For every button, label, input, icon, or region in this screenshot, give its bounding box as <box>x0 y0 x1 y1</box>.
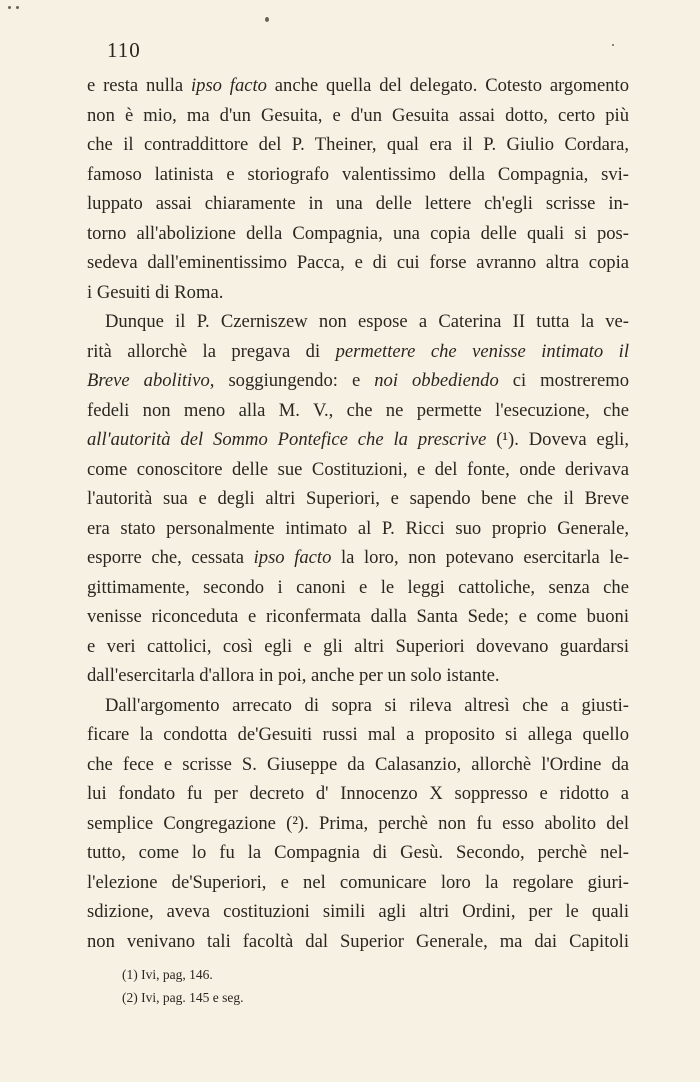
text-line <box>87 927 629 957</box>
text-line <box>87 838 629 868</box>
text-line <box>87 337 629 367</box>
print-speck <box>8 6 11 9</box>
text-line <box>87 868 629 898</box>
text-segment: non venivano tali facoltà dal Superior Generale, ma dai Capitoli <box>87 930 629 952</box>
text-line <box>87 484 629 514</box>
text-segment: anche quella del delegato. Cotesto argomento <box>266 75 629 96</box>
text-segment: luppato assai chiaramente in una delle lettere ch'egli scrisse in- <box>87 193 629 214</box>
text-line <box>87 425 629 455</box>
text-line <box>87 661 629 691</box>
text-segment: venisse riconceduta e riconfermata dalla Santa Sede; e come buoni <box>87 606 629 627</box>
text-segment: come conoscitore delle sue Costituzioni, e del fonte, onde derivava <box>87 458 629 480</box>
text-segment: che il contraddittore del P. Theiner, qual era il P. Giulio Cordara, <box>87 134 629 155</box>
text-line <box>87 573 629 603</box>
text-line <box>87 248 629 278</box>
italic-text: ipso facto <box>253 547 332 568</box>
text-segment: torno all'abolizione della Compagnia, una copia delle quali si pos- <box>87 222 629 244</box>
text-line <box>87 514 629 544</box>
text-segment: fedeli non meno alla M. V., che ne permette l'esecuzione, che <box>87 399 629 421</box>
italic-text: all'autorità del Sommo Pontefice che la prescrive <box>87 429 487 450</box>
text-segment: non è mio, ma d'un Gesuita, e d'un Gesuita assai dotto, certo più <box>87 104 629 126</box>
text-line <box>87 779 629 809</box>
text-line <box>87 160 629 190</box>
footnotes <box>122 963 522 1009</box>
text-segment: (¹). Doveva egli, <box>486 429 629 450</box>
italic-text: permettere che venisse intimato il <box>335 340 629 362</box>
text-line <box>87 278 629 308</box>
text-segment: gittimamente, secondo i canoni e le leggi cattoliche, senza che <box>87 576 629 598</box>
print-speck <box>612 44 614 46</box>
text-line <box>87 189 629 219</box>
text-segment: rità allorchè la pregava di <box>87 340 336 362</box>
text-segment: era stato personalmente intimato al P. Ricci suo proprio Generale, <box>87 517 629 539</box>
text-segment: sedeva dall'eminentissimo Pacca, e di cui forse avranno altra copia <box>87 252 629 273</box>
text-line <box>87 632 629 662</box>
text-line <box>87 602 629 632</box>
text-segment: Dall'argomento arrecato di sopra si rileva altresì che a giusti- <box>105 694 629 716</box>
text-segment: i Gesuiti di Roma. <box>87 281 224 303</box>
print-speck <box>265 17 269 22</box>
text-segment: esporre che, cessata <box>87 547 254 568</box>
text-line <box>87 809 629 839</box>
text-segment: lui fondato fu per decreto d' Innocenzo X soppresso e ridotto a <box>87 783 629 804</box>
text-line <box>87 71 629 101</box>
text-line <box>87 750 629 780</box>
text-line <box>87 396 629 426</box>
text-segment: che fece e scrisse S. Giuseppe da Calasanzio, allorchè l'Ordine da <box>87 753 629 775</box>
text-line <box>87 101 629 131</box>
text-line <box>87 307 629 337</box>
text-segment: tutto, come lo fu la Compagnia di Gesù. Secondo, perchè nel- <box>87 842 629 863</box>
text-segment: Dunque il P. Czerniszew non espose a Caterina II tutta la ve- <box>105 311 629 332</box>
body-text <box>87 71 629 956</box>
text-line <box>87 455 629 485</box>
text-segment: ci mostreremo <box>498 370 629 391</box>
text-line <box>87 897 629 927</box>
text-line <box>87 219 629 249</box>
text-line <box>87 130 629 160</box>
italic-text: noi obbediendo <box>374 370 499 391</box>
text-segment: la loro, non potevano esercitarla le- <box>331 547 629 568</box>
italic-text: ipso facto <box>190 75 267 96</box>
text-line <box>87 543 629 573</box>
text-segment: soggiungendo: e <box>214 370 375 391</box>
text-segment: famoso latinista e storiografo valentissimo della Compagnia, svi- <box>87 163 629 185</box>
text-segment: l'elezione de'Superiori, e nel comunicare loro la regolare giuri- <box>87 871 629 893</box>
text-segment: ficare la condotta de'Gesuiti russi mal a proposito si allega quello <box>87 724 629 745</box>
text-line <box>87 691 629 721</box>
footnote: (1) Ivi, pag, 146. <box>122 967 213 982</box>
text-line <box>87 366 629 396</box>
footnote: (2) Ivi, pag. 145 e seg. <box>122 990 244 1005</box>
print-speck <box>16 6 19 9</box>
page-number: 110 <box>107 38 141 62</box>
text-line <box>87 720 629 750</box>
text-segment: dall'esercitarla d'allora in poi, anche per un solo istante. <box>87 665 500 686</box>
text-segment: sdizione, aveva costituzioni simili agli altri Ordini, per le quali <box>87 901 629 922</box>
text-segment: semplice Congregazione (²). Prima, perchè non fu esso abolito del <box>87 812 629 834</box>
italic-text: Breve abolitivo, <box>87 370 215 391</box>
text-segment: e veri cattolici, così egli e gli altri Superiori dovevano guardarsi <box>87 635 629 657</box>
text-segment: e resta nulla <box>87 75 191 96</box>
text-segment: l'autorità sua e degli altri Superiori, e sapendo bene che il Breve <box>87 488 629 509</box>
